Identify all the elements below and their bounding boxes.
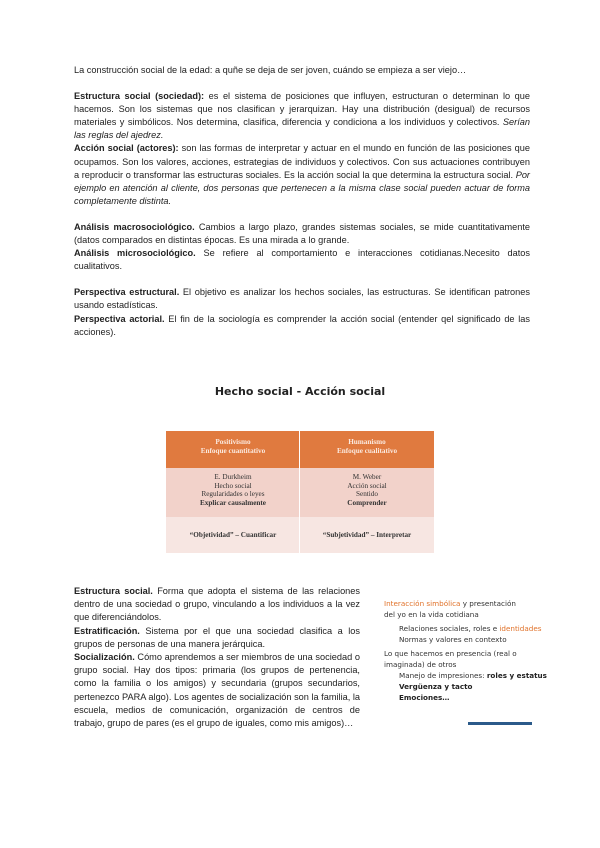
body-right: M. Weber Acción social Sentido Comprender [347,473,387,507]
side-heading-line-2: del yo en la vida cotidiana [384,610,479,619]
table-body [166,468,434,517]
side-heading-line-3: Lo que hacemos en presencia (real o [384,649,517,658]
lower-text [74,585,360,730]
perspectiva-estructural-paragraph: Perspectiva estructural. El objetivo es analizar los hechos sociales, las estructuras. Se identifican patrones usando estadísticas. [74,287,530,311]
main-text [74,64,530,339]
estructura-social-2-term: Estructura social. [74,586,153,596]
socializacion-term: Socialización. [74,652,135,663]
footer-left: “Objetividad” – Cuantificar [189,531,277,539]
side-bullet-5: Emociones… [399,693,450,702]
table-divider [299,431,300,553]
figure-title: Hecho social - Acción social [214,385,386,398]
body-left: E. Durkheim Hecho social Regularidades o leyes Explicar causalmente [200,473,266,507]
perspectiva-estructural-term: Perspectiva estructural. [74,287,180,298]
side-bullet-4: Vergüenza y tacto [399,682,473,691]
header-left: Positivismo Enfoque cuantitativo [200,438,266,455]
side-bar [468,722,532,725]
macro-term: Análisis macrosociológico. [74,221,195,232]
estratificacion-term: Estratificación. [74,625,140,636]
micro-paragraph: Análisis microsociológico. Se refiere al comportamiento e interacciones cotidianas.Necesito datos cualitativos. [74,248,530,272]
side-heading-line-1: Interacción simbólica y presentación [384,599,516,608]
comparison-table [166,431,434,553]
intro-line: La construcción social de la edad: a quñe se deja de ser joven, cuándo se empieza a ser viejo… [74,65,467,75]
table-footer [166,517,434,553]
side-heading-line-4: imaginada) de otros [384,660,457,669]
accion-social-term: Acción social (actores): [74,143,179,154]
micro-term: Análisis microsociológico. [74,248,196,259]
perspectiva-actorial-term: Perspectiva actorial. [74,313,165,324]
side-bullet-1: Relaciones sociales, roles e identidades [399,624,542,633]
footer-right: “Subjetividad” – Interpretar [322,531,412,539]
side-bullet-2: Normas y valores en contexto [399,635,507,644]
perspectiva-actorial-paragraph: Perspectiva actorial. El fin de la sociología es comprender la acción social (entender qel significado de las acciones). [74,313,531,337]
side-slide [384,598,554,703]
header-right: Humanismo Enfoque cualitativo [336,438,398,455]
table-header [166,431,434,468]
estructura-social-paragraph: Estructura social (sociedad): es el sistema de posiciones que influyen, estructuran o determinan lo que hacemos. Son los sistemas que nos clasifican y jerarquizan. Hay una distribución (desigual) de recursos materiales y simbólicos. Nos determina, clasifica, diferencia y condiciona a los individuos y colectivos. Serían las reglas del ajedrez. [74,91,530,141]
estructura-example: Serían las reglas del ajedrez. [74,117,530,141]
estratificacion-paragraph: Estratificación. Sistema por el que una sociedad clasifica a los grupos de personas de una manera jerárquica. [74,625,360,649]
accion-example: Por ejemplo en atención al cliente, dos personas que pertenecen a la misma clase social pueden actuar de forma completamente distinta. [74,169,530,206]
macro-paragraph: Análisis macrosociológico. Cambios a largo plazo, grandes sistemas sociales, se mide cuantitativamente (datos comparados en distintas épocas. Es una mirada a lo grande. [74,221,531,246]
accion-social-paragraph: Acción social (actores): son las formas de interpretar y actuar en el mundo en función de las posiciones que ocupamos. Son los valores, acciones, estrategias de individuos y colectivos. Con sus actuaciones contribuyen a reproducir o transformar las estructuras sociales. Es la acción social la que determina la estructura social. Por ejemplo en atención al cliente, dos personas que pertenecen a la misma clase social pueden actuar de forma completamente distinta. [74,143,530,206]
estructura-social-term: Estructura social (sociedad): [74,91,205,102]
socializacion-paragraph: Socialización. Cómo aprendemos a ser miembros de una sociedad o grupo social. Hay dos tipos: primaria (los grupos de pertenencia, como la familia o los amigos) y secundaria (grupos secundarios, pertenezco PARA algo). Los agentes de socialización son la familia, la escuela, medios de comunicación, organización de centros de trabajo, grupo de pares (es el grupo de iguales, como mis amigos)… [74,652,360,729]
side-bullet-3: Manejo de impresiones: roles y estatus [399,671,547,680]
estructura-social-2-paragraph: Estructura social. Forma que adopta el sistema de las relaciones dentro de una sociedad o grupo, vinculando a los individuos a la vez que diferenciándolos. [74,586,360,623]
